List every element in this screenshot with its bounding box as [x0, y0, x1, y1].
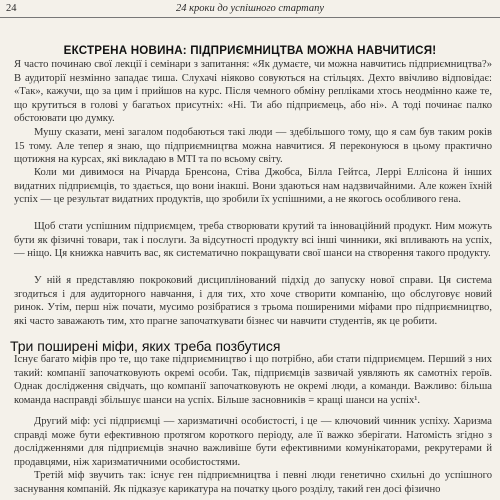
paragraph-3: Коли ми дивимося на Річарда Бренсона, Стіва Джобса, Білла Гейтса, Леррі Еллісона й інших видатних підприємців, то здається, що вони інакші. Вони здаються нам надзвичайними. Але кожен їхній успіх — це результат видатних продуктів, що зробили їх успішними, а не якогось особливого гена. — [14, 167, 492, 205]
paragraph-6: Існує багато міфів про те, що таке підприємництво і що потрібно, аби стати підприємцем. Перший з них такий: компанії започатковують окремі особи. Так, підприємців зазвичай уявляють як самотніх героїв. Однак дослідження свідчать, що компанії започатковують не окремі люди, а команди. Важливо: більша команда насправді збільшує шанси на успіх. Більше засновників = кращі шанси на успіх¹. — [14, 354, 492, 406]
page-number: 24 — [6, 3, 17, 14]
section-heading: ЕКСТРЕНА НОВИНА: ПІДПРИЄМНИЦТВА МОЖНА НАВЧИТИСЯ! — [63, 44, 437, 57]
paragraph-7: Другий міф: усі підприємці — харизматичні особистості, і це — ключовий чинник успіху. Харизма справді може бути ефективною протягом короткого періоду, але її важко зберігати. Натомість згідно з дослідженнями для підприємців значно важливіше бути ефективними комунікаторами, рекрутерами й продавцями, ніж харизматичними особистостями. — [14, 416, 492, 468]
paragraph-4: Щоб стати успішним підприємцем, треба створювати крутий та інноваційний продукт. Ним можуть бути як фізичні товари, так і послуги. За відсутності продукту всі інші чинники, які впливають на успіх, — ніщо. Ця книжка навчить вас, як систематично покращувати свої шанси на створення такого продукту. — [14, 221, 492, 259]
header-rule — [0, 17, 500, 18]
running-header — [4, 2, 496, 16]
paragraph-8: Третій міф звучить так: існує ген підприємництва і певні люди генетично схильні до успішного заснування компаній. Як підказує карикатура на початку цього розділу, такий ген досі фізично — [14, 470, 492, 495]
subsection-heading: Три поширені міфи, яких треба позбутися — [10, 338, 281, 354]
paragraph-1: Я часто починаю свої лекції і семінари з запитання: «Як думаєте, чи можна навчитись підприємництва?» В аудиторії незмінно западає тиша. Слухачі ніяково совуються на стільцях. Дехто ввічливо відповідає: «Так», кажучи, що за цим і прийшов на курс. Після чемного обміну репліками хтось неодмінно каже те, що крутиться в голові у багатьох присутніх: «Ні. Ти або підприємець, або ні». А тоді починає палко обстоювати цю думку. — [14, 59, 492, 124]
paragraph-5: У ній я представляю покроковий дисциплінований підхід до запуску нової справи. Ця система згодиться і для аудиторного навчання, і для тих, хто хоче створити компанію, що обслуговує новий ринок. Утім, перш ніж почати, мусимо розібратися з трьома поширеними міфами про підприємництво, які часто заважають тим, хто прагне започаткувати бізнес чи навчити студентів, як це робити. — [14, 275, 492, 327]
book-title: 24 кроки до успішного стартапу — [176, 3, 324, 14]
paragraph-2: Мушу сказати, мені загалом подобаються такі люди — здебільшого тому, що я сам був таким років 15 тому. Але тепер я знаю, що підприємництва можна навчитися. Я переконуюся в цьому практично щотижня на курсах, які викладаю в МТІ та по всьому світу. — [14, 127, 492, 165]
